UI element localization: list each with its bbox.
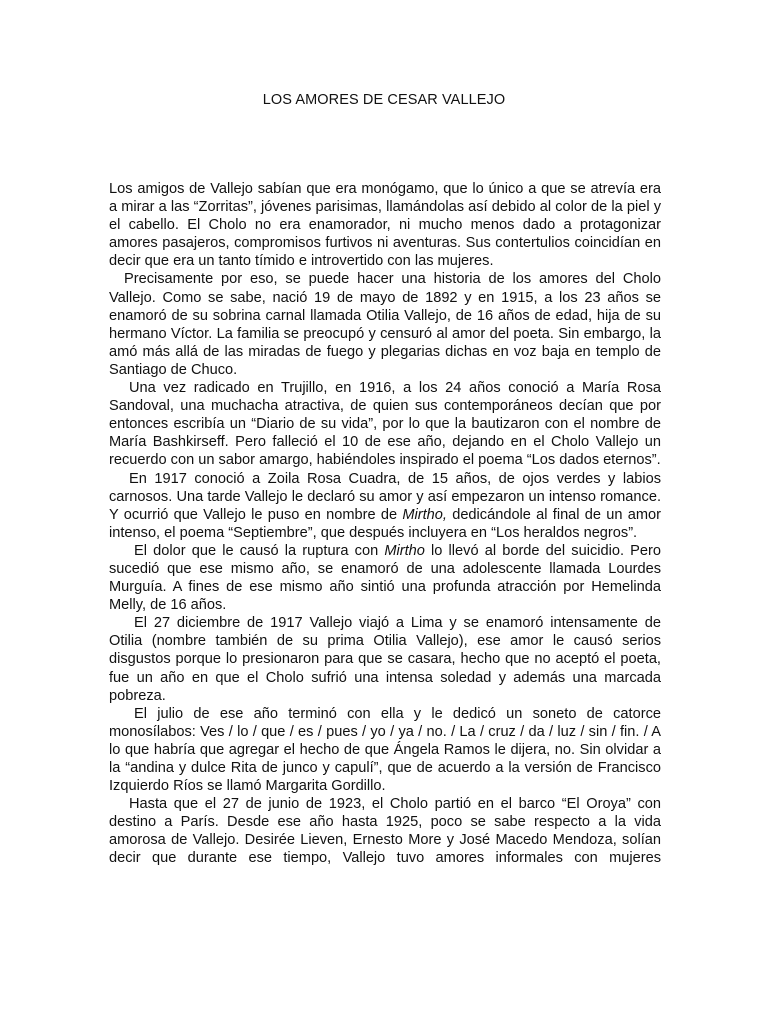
paragraph-4: [109, 470, 661, 542]
paragraph-5-italic-name: Mirtho: [384, 542, 425, 559]
paragraph-6: El 27 diciembre de 1917 Vallejo viajó a Lima y se enamoró intensamente de Otilia (nombre también de su prima Otilia Vallejo), ese amor le causó serios disgustos porque lo presionaron para que se casara, hecho que no aceptó el poeta, fue un año en que el Cholo sufrió una intensa soledad y además una marcada pobreza.: [109, 615, 661, 704]
paragraph-4-italic-name: Mirtho,: [402, 506, 447, 523]
document-body: [109, 180, 661, 868]
paragraph-5-text-end: lo llevó al borde del suicidio. Pero sucedió que ese mismo año, se enamoró de una adolescente llamada Lourdes Murguía. A fines de ese mismo año sintió una profunda atracción por Hemelinda Melly, de 16 años.: [109, 542, 661, 614]
paragraph-2: Precisamente por eso, se puede hacer una historia de los amores del Cholo Vallejo. Como se sabe, nació 19 de mayo de 1892 y en 1915, a los 23 años se enamoró de su sobrina carnal llamada Otilia Vallejo, de 16 años de edad, hija de su hermano Víctor. La familia se preocupó y censuró al amor del poeta. Sin embargo, la amó más allá de las miradas de fuego y plegarias dichas en voz baja en templo de Santiago de Chuco.: [109, 271, 661, 378]
document-title: LOS AMORES DE CESAR VALLEJO: [262, 92, 506, 108]
paragraph-4-text-end: dedicándole al final de un amor intenso, el poema “Septiembre”, que después incluyera en “Los heraldos negros”.: [109, 506, 661, 541]
paragraph-7: El julio de ese año terminó con ella y le dedicó un soneto de catorce monosílabos: Ves / lo / que / es / pues / yo / ya / no. / La / cruz / da / luz / sin / fin. / A lo que habría que agregar el hecho de que Ángela Ramos le dijera, no. Sin olvidar a la “andina y dulce Rita de junco y capulí”, que de acuerdo a la versión de Francisco Izquierdo Ríos se llamó Margarita Gordillo.: [109, 705, 661, 795]
paragraph-5: [109, 542, 661, 614]
paragraph-4-text-start: En 1917 conoció a Zoila Rosa Cuadra, de 15 años, de ojos verdes y labios carnosos. Una tarde Vallejo le declaró su amor y así empezaron un intenso romance. Y ocurrió que Vallejo le puso en nombre de: [109, 470, 661, 523]
paragraph-1: Los amigos de Vallejo sabían que era monógamo, que lo único a que se atrevía era a mirar a las “Zorritas”, jóvenes parisimas, llamándolas así debido al color de la piel y el cabello. El Cholo no era enamorador, ni mucho menos dado a protagonizar amores pasajeros, compromisos furtivos ni aventuras. Sus contertulios coincidían en decir que era un tanto tímido e introvertido con las mujeres.: [109, 181, 661, 270]
paragraph-8: Hasta que el 27 de junio de 1923, el Cholo partió en el barco “El Oroya” con destino a París. Desde ese año hasta 1925, poco se sabe respecto a la vida amorosa de Vallejo. Desirée Lieven, Ernesto More y José Macedo Mendoza, solían decir que durante ese tiempo, Vallejo tuvo amores informales con mujeres: [109, 796, 661, 867]
paragraph-5-text-start: El dolor que le causó la ruptura con: [134, 542, 385, 559]
paragraph-3: Una vez radicado en Trujillo, en 1916, a los 24 años conoció a María Rosa Sandoval, una muchacha atractiva, de quien sus contemporáneos decían que por entonces escribía un “Diario de su vida”, por lo que la bautizaron con el nombre de María Bashkirseff. Pero falleció el 10 de ese año, dejando en el Cholo Vallejo un recuerdo con un sabor amargo, habiéndoles inspirado el poema “Los dados eternos”.: [109, 380, 661, 469]
